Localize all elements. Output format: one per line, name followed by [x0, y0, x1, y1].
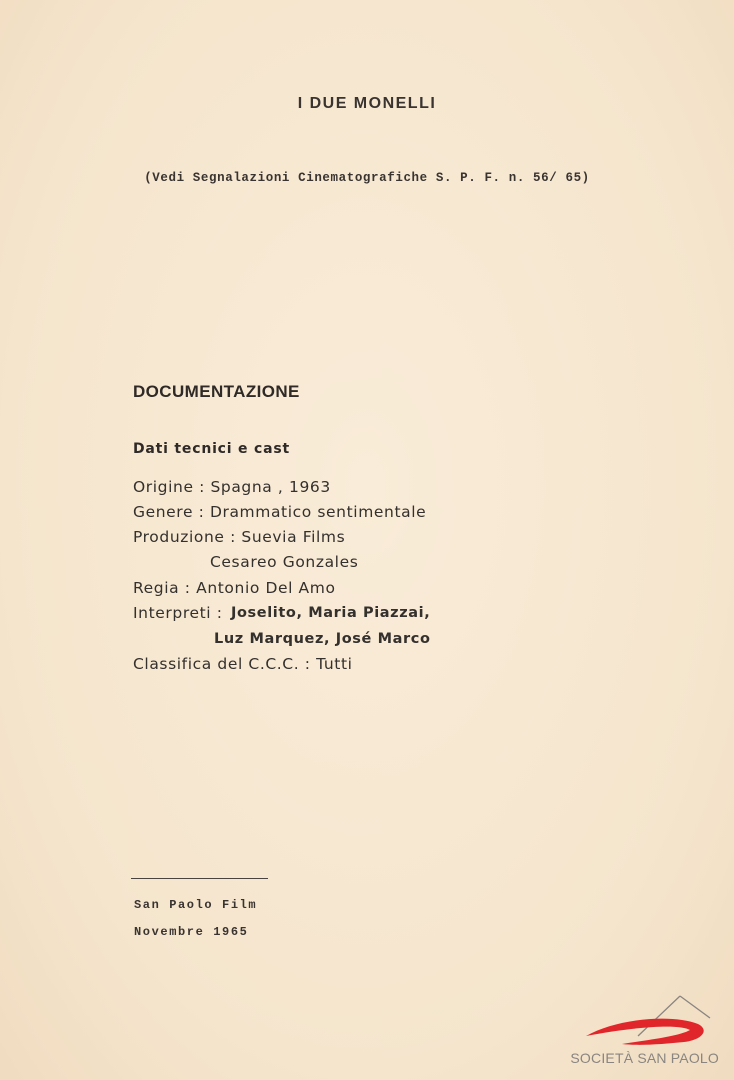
detail-interpreti-1: Joselito, Maria Piazzai, [231, 605, 431, 621]
reference-note: (Vedi Segnalazioni Cinematografiche S. P. F. n. 56/ 65) [144, 171, 590, 185]
detail-genere: Genere : Drammatico sentimentale [133, 503, 427, 521]
detail-classifica: Classifica del C.C.C. : Tutti [133, 655, 353, 673]
detail-regia: Regia : Antonio Del Amo [133, 579, 336, 597]
watermark-brand: SOCIETÀ SAN PAOLO [570, 1050, 719, 1066]
footer-divider [131, 878, 268, 879]
detail-produzione-2: Cesareo Gonzales [210, 553, 359, 571]
section-heading: DOCUMENTAZIONE [133, 382, 300, 401]
footer-date: Novembre 1965 [134, 925, 249, 939]
detail-interpreti-label: Interpreti : [133, 604, 223, 622]
detail-origine: Origine : Spagna , 1963 [133, 478, 331, 496]
document-title: I DUE MONELLI [297, 95, 437, 112]
footer-publisher: San Paolo Film [134, 898, 258, 912]
detail-produzione: Produzione : Suevia Films [133, 528, 346, 546]
subheading: Dati tecnici e cast [133, 441, 290, 457]
detail-interpreti-2: Luz Marquez, José Marco [214, 631, 431, 647]
